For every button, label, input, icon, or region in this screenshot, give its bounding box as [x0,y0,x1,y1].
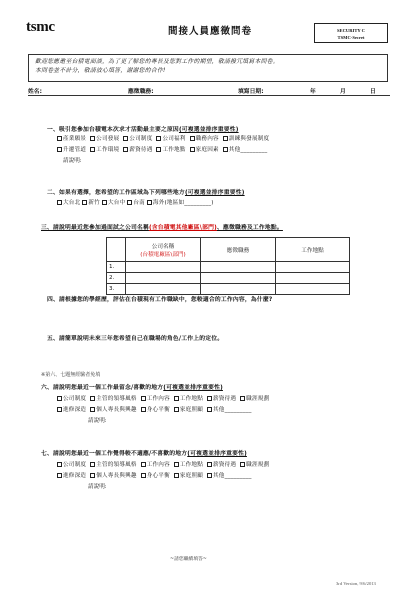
question-6-explain[interactable]: 請說明: [88,418,107,424]
column-location: 工作地點 [276,238,350,262]
fresh-graduate-note: ※第六、七題無經驗者免填 [41,372,101,378]
option-checkbox[interactable]: 工作環境 [90,147,119,153]
question-3-text: 三、請說明最近您參加過面試之公司名稱 [41,225,149,231]
question-7-options-row-2 [57,471,252,479]
option-checkbox[interactable]: 工作內容 [141,396,170,402]
question-7-options-row-1 [57,460,269,468]
version-label: 3rd Version, 9/6/2013 [336,581,376,586]
option-checkbox[interactable]: 職涯規劃 [240,462,269,468]
question-6-options-row-1 [57,394,269,402]
security-box [314,23,388,43]
option-checkbox[interactable]: 公司制度 [123,136,152,142]
option-checkbox[interactable]: 個人專長與興趣 [90,407,137,413]
question-3-text-end: 、應徵職務及工作地點。 [216,225,283,231]
question-2-hint: (可複選並排序重要性) [184,190,245,196]
question-1-hint: (可複選並排序重要性) [178,127,239,133]
option-checkbox[interactable]: 產業願景 [57,136,86,142]
question-2 [47,187,245,196]
table-row: 2. [107,273,350,284]
option-checkbox[interactable]: 升遷管道 [57,147,86,153]
question-1-options-row-2 [57,145,267,153]
option-checkbox[interactable]: 個人專長與興趣 [90,473,137,479]
question-6 [41,382,223,391]
option-checkbox[interactable]: 職涯規劃 [240,396,269,402]
question-2-options: 大台北 新竹 大台中 台南 海外(地區如_________) [57,198,214,206]
question-5: 五、請簡單說明未來三年您希望自己在職場的角色/工作上的定位。 [47,336,224,342]
interview-history-table [106,237,350,295]
security-class: TSMC-Secret [337,35,365,40]
option-checkbox[interactable]: 工作地點 [156,147,185,153]
question-3-highlight: (含台積電其他廠區\部門) [148,225,217,231]
name-label: 姓名: [28,89,42,95]
option-checkbox[interactable]: 家庭照顧 [174,407,203,413]
option-checkbox[interactable]: 其他_________ [207,473,252,479]
option-checkbox[interactable]: 公司制度 [57,462,86,468]
option-checkbox[interactable]: 職務內容 [190,136,219,142]
option-checkbox[interactable]: 工作地點 [174,396,203,402]
form-title: 間接人員應徵問卷 [167,26,252,37]
intro-line-2: 本問卷並不計分，敬請放心填答，謝謝您的合作! [35,68,166,74]
question-7-hint: (可複選並排序重要性) [187,451,247,457]
question-4: 四、請根據您的學經歷，評估在台積現有工作職缺中，您較適合的工作內容，為什麼? [47,297,273,303]
question-6-hint: (可複選並排序重要性) [163,385,223,391]
table-header-row [107,238,350,262]
option-checkbox[interactable]: 薪資待遇 [123,147,152,153]
date-day: 日 [370,89,376,95]
question-2-text: 二、如果有選擇，您希望的工作區域為下列哪些地方 [47,190,185,196]
table-row: 1. [107,262,350,273]
option-checkbox[interactable]: 薪資待遇 [207,396,236,402]
intro-line-1: 歡迎您應邀至台積電面談，為了更了解您的專長及您對工作的期望，敬請撥冗填寫本問卷。 [35,59,279,65]
option-checkbox[interactable]: 家庭照顧 [174,473,203,479]
question-1-text: 一、吸引您參加台積電本次求才活動最主要之原因 [47,127,179,133]
tsmc-logo: tsmc [26,19,55,35]
option-checkbox[interactable]: 公司福利 [156,136,185,142]
column-company-note: (台積電廠區\部門) [140,251,186,258]
column-position: 應徵職務 [201,238,276,262]
option-checkbox[interactable]: 進修深造 [57,407,86,413]
option-checkbox[interactable]: 大台北 [57,200,80,206]
position-label[interactable]: 應徵職務: [128,89,154,95]
option-checkbox[interactable]: 薪資待遇 [207,462,236,468]
date-label: 填寫日期: [238,89,264,95]
option-checkbox[interactable]: 主管的領導風格 [90,396,137,402]
question-7-explain[interactable]: 請說明: [88,484,107,490]
question-7-text: 七、請說明您最近一個工作覺得較不適應/不喜歡的地方 [41,451,188,457]
option-checkbox[interactable]: 工作內容 [141,462,170,468]
option-checkbox[interactable]: 訓練與發展制度 [223,136,270,142]
security-level: SECURITY C [336,28,366,33]
option-checkbox[interactable]: 公司制度 [57,396,86,402]
option-checkbox[interactable]: 公司發展 [90,136,119,142]
question-7 [41,448,247,457]
date-month: 月 [340,89,346,95]
option-checkbox[interactable]: 工作地點 [174,462,203,468]
option-checkbox[interactable]: 大台中 [102,200,125,206]
option-checkbox[interactable]: 其他_________ [223,147,268,153]
intro-box [28,54,388,82]
question-1-options-row-1 [57,134,269,142]
question-1-explain[interactable]: 請說明: [63,158,82,164]
option-checkbox[interactable]: 家庭因素 [190,147,219,153]
option-checkbox[interactable]: 主管的領導風格 [90,462,137,468]
table-row: 3. [107,284,350,295]
question-6-options-row-2 [57,405,252,413]
option-checkbox[interactable]: 新竹 [82,200,100,206]
continue-footer: ~請您繼續填答~ [170,557,207,562]
question-1 [47,124,239,133]
option-checkbox[interactable]: 身心平衡 [141,473,170,479]
option-checkbox[interactable]: 進修深造 [57,473,86,479]
option-checkbox[interactable]: 台南 [127,200,145,206]
option-checkbox[interactable]: 海外(地區如_________ [147,200,211,206]
date-year: 年 [310,89,316,95]
option-checkbox[interactable]: 身心平衡 [141,407,170,413]
column-company: 公司名稱 (台積電廠區\部門) [126,238,201,262]
question-3 [41,222,283,231]
option-checkbox[interactable]: 其他_________ [207,407,252,413]
applicant-info-row [28,86,390,96]
question-6-text: 六、請說明您最近一個工作最留念/喜歡的地方 [41,385,164,391]
